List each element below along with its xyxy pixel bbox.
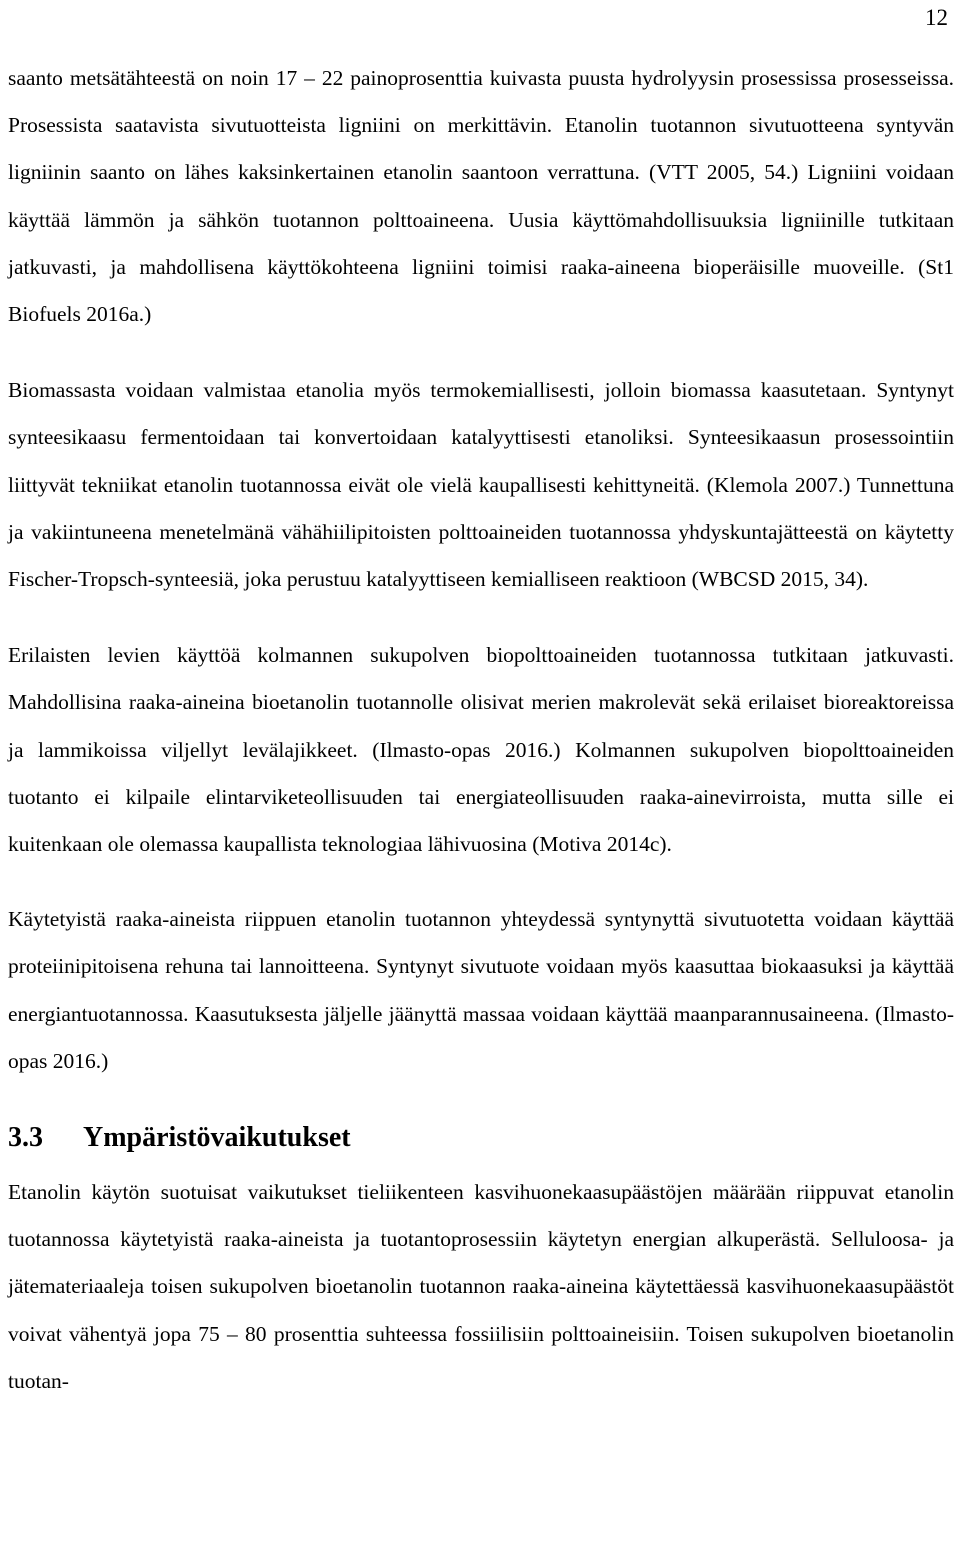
paragraph-lignin: saanto metsätähteestä on noin 17 – 22 painoprosenttia kuivasta puusta hydrolyysin prosessissa prosesseissa. Prosessista saatavista sivutuotteista ligniini on merkittävin. Etanolin tuotannon sivutuotteena syntyvän ligniinin saanto on lähes kaksinkertainen etanolin saantoon verrattuna. (VTT 2005, 54.) Ligniini voidaan käyttää lämmön ja sähkön tuotannon polttoaineena. Uusia käyttömahdollisuuksia ligniinille tutkitaan jatkuvasti, ja mahdollisena käyttökohteena ligniini toimisi raaka-aineena bioperäisille muoveille. (St1 Biofuels 2016a.) [8,66,954,327]
section-number: 3.3 [8,1122,43,1154]
paragraph-thermochemical: Biomassasta voidaan valmistaa etanolia myös termokemiallisesti, jolloin biomassa kaasutetaan. Syntynyt synteesikaasu fermentoidaan tai konvertoidaan katalyyttisesti etanoliksi. Synteesikaasun prosessointiin liittyvät tekniikat etanolin tuotannossa eivät ole vielä kaupallisesti kehittyneitä. (Klemola 2007.) Tunnettuna ja vakiintuneena menetelmänä vähähiilipitoisten polttoaineiden tuotannossa yhdyskuntajätteestä on käytetty Fischer-Tropsch-synteesiä, joka perustuu katalyyttiseen kemialliseen reaktioon (WBCSD 2015, 34). [8,378,954,592]
paragraph-algae: Erilaisten levien käyttöä kolmannen sukupolven biopolttoaineiden tuotannossa tutkitaan jatkuvasti. Mahdollisina raaka-aineina bioetanolin tuotannolle olisivat merien makrolevät sekä erilaiset bioreaktoreissa ja lammikoissa viljellyt levälajikkeet. (Ilmasto-opas 2016.) Kolmannen sukupolven biopolttoaineiden tuotanto ei kilpaile elintarviketeollisuuden tai energiateollisuuden raaka-ainevirroista, mutta sille ei kuitenkaan ole olemassa kaupallista teknologiaa lähivuosina (Motiva 2014c). [8,643,954,857]
section-title: Ympäristövaikutukset [83,1122,351,1154]
section-heading [8,1118,954,1158]
paragraph-byproducts: Käytetyistä raaka-aineista riippuen etanolin tuotannon yhteydessä syntynyttä sivutuotetta voidaan käyttää proteiinipitoisena rehuna tai lannoitteena. Syntynyt sivutuote voidaan myös kaasuttaa biokaasuksi ja käyttää energiantuotannossa. Kaasutuksesta jäljelle jäänyttä massaa voidaan käyttää maanparannusaineena. (Ilmasto-opas 2016.) [8,907,954,1073]
page-number: 12 [925,5,948,30]
paragraph-environmental-effects: Etanolin käytön suotuisat vaikutukset tieliikenteen kasvihuonekaasupäästöjen määrään riippuvat etanolin tuotannossa käytetyistä raaka-aineista ja tuotantoprosessiin käytetyn energian alkuperästä. Selluloosa- ja jätemateriaaleja toisen sukupolven bioetanolin tuotannon raaka-aineina käytettäessä kasvihuonekaasupäästöt voivat vähentyä jopa 75 – 80 prosenttia suhteessa fossiilisiin polttoaineisiin. Toisen sukupolven bioetanolin tuotan- [8,1180,954,1393]
document-body [8,55,954,1405]
